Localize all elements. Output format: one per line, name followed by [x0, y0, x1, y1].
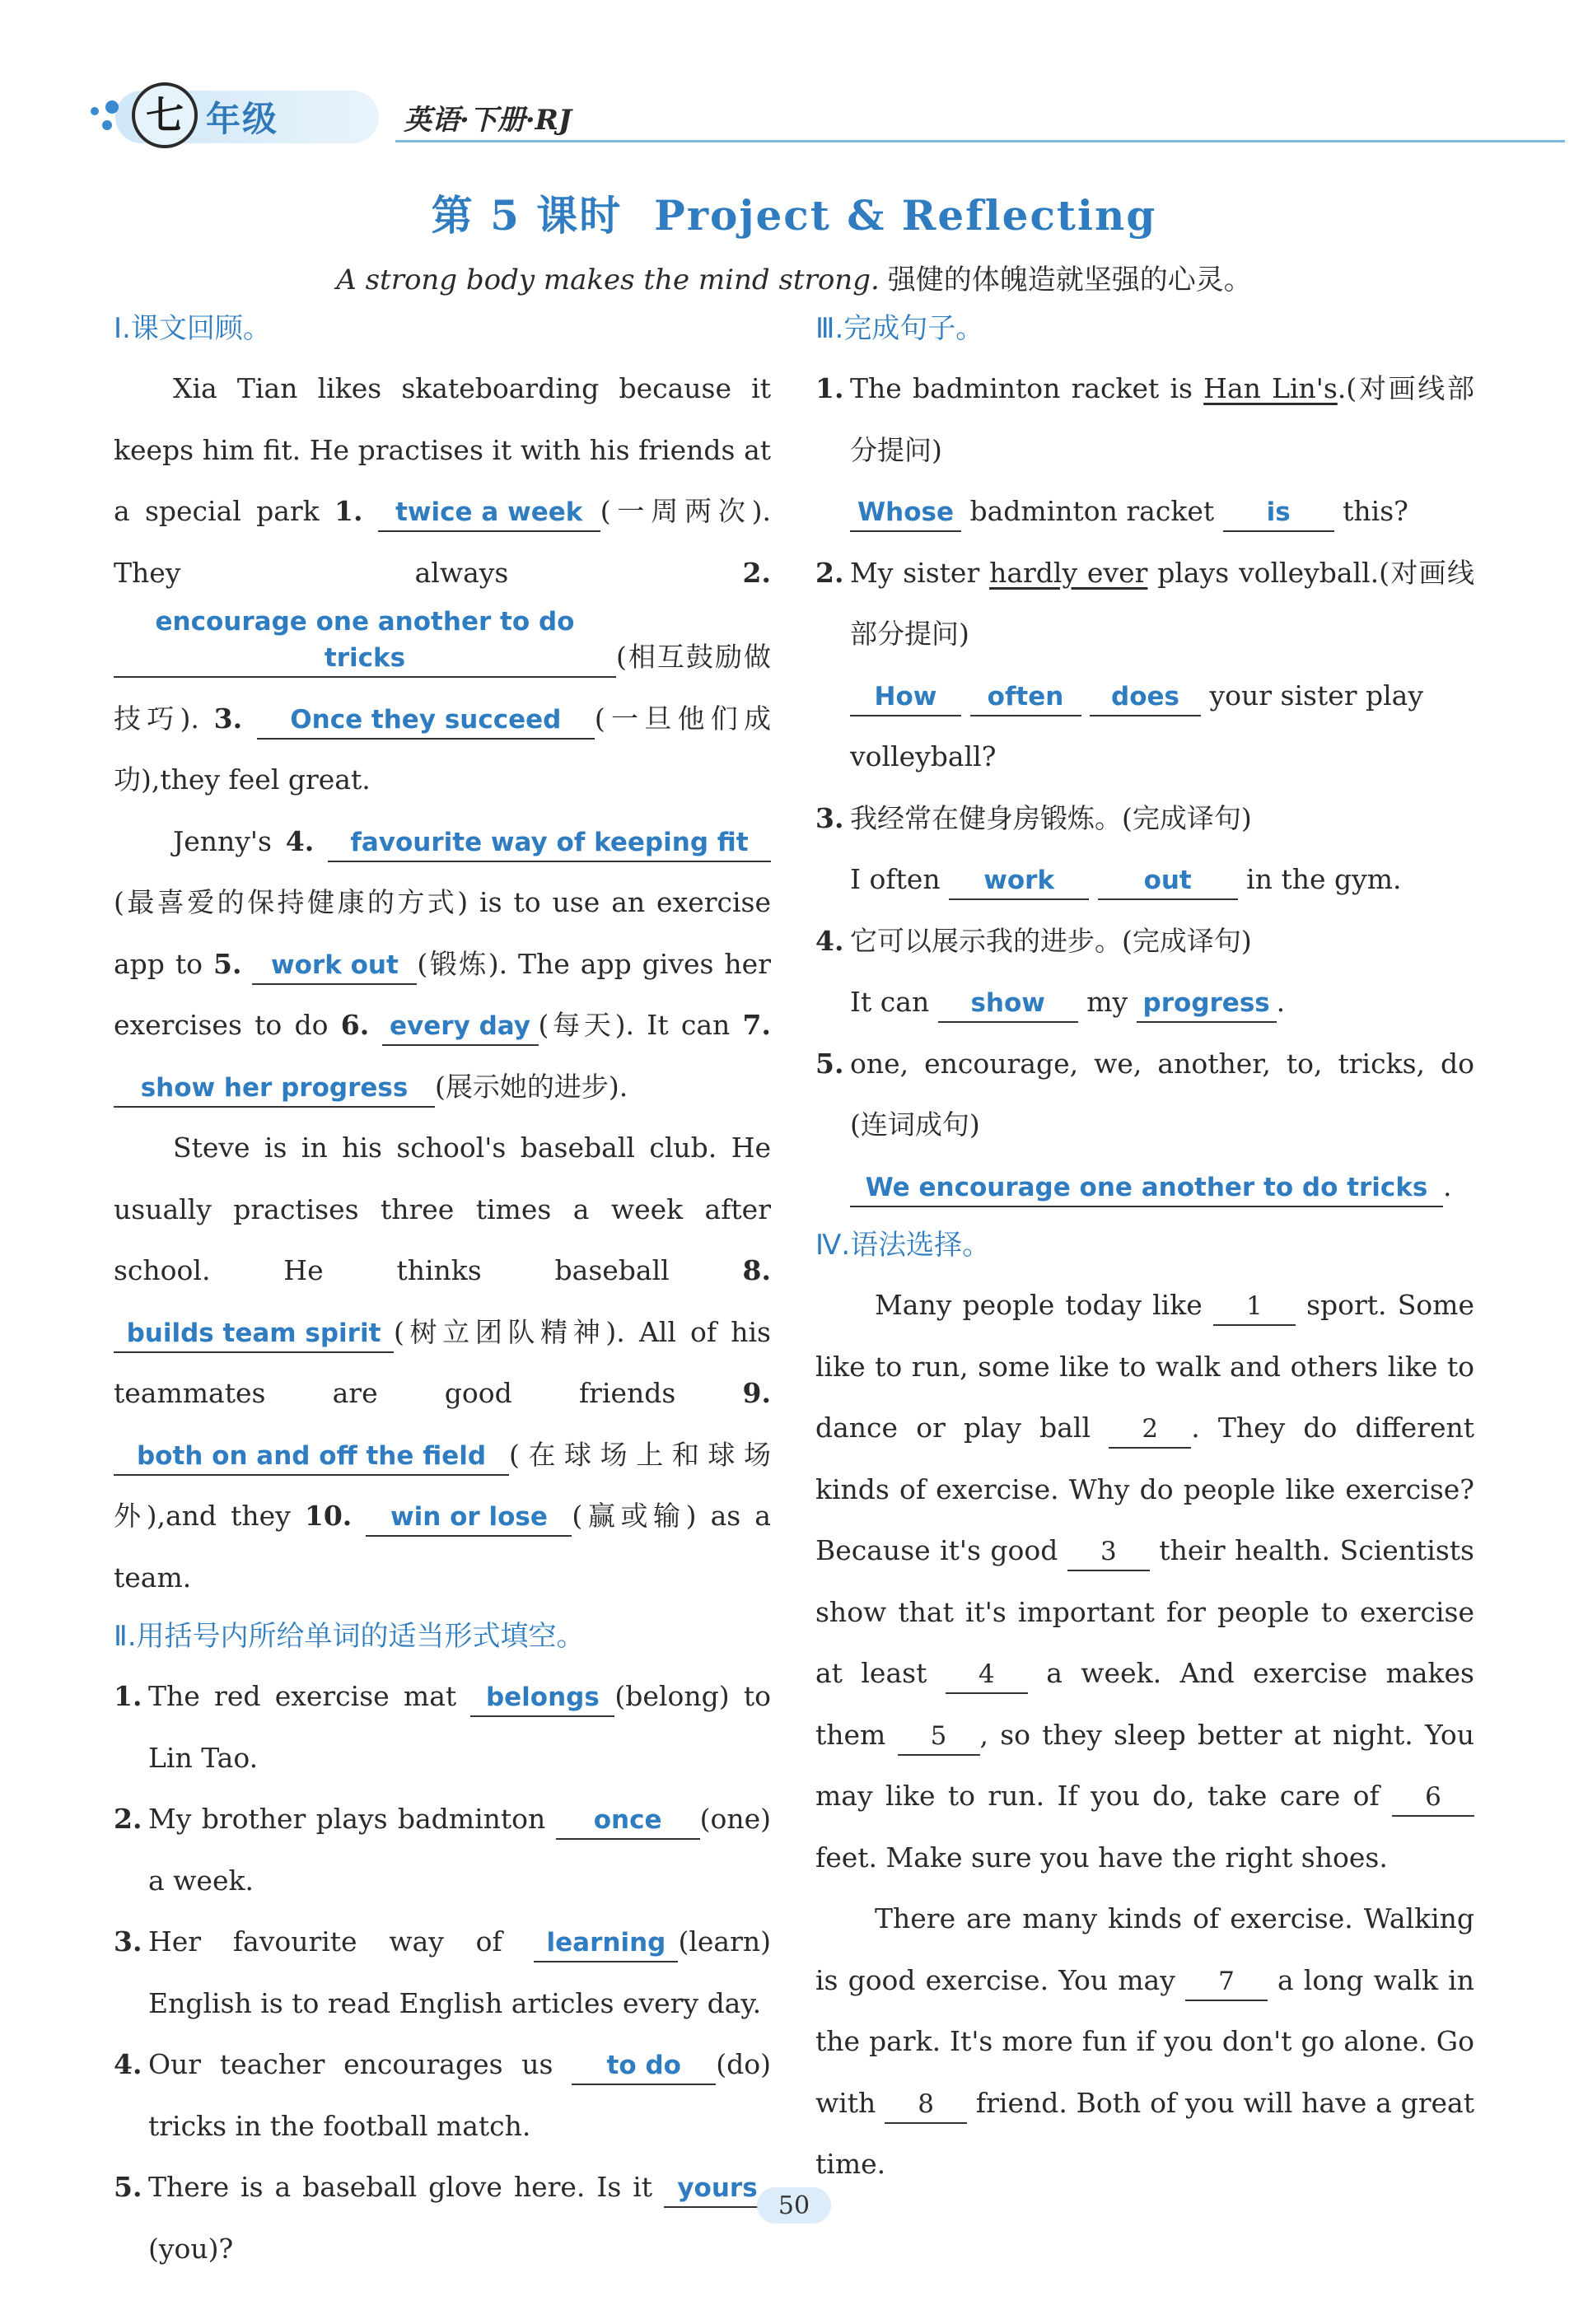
text: .(对画线部分提问): [850, 372, 1474, 466]
text: 我经常在健身房锻炼。(完成译句): [850, 801, 1252, 834]
answer-blank[interactable]: show her progress: [114, 1070, 435, 1108]
blank-number: 6.: [340, 1009, 370, 1041]
answer-blank[interactable]: Once they succeed: [257, 702, 595, 740]
right-column: [815, 301, 1474, 2196]
cloze-blank[interactable]: 8: [885, 2086, 967, 2124]
page-number: [745, 2186, 843, 2227]
cloze-paragraph-1: [815, 1275, 1474, 1888]
answer-blank[interactable]: once: [556, 1802, 700, 1840]
text: Xia Tian likes skateboarding because it keeps him fit. He practises it with his friends at a special park: [114, 372, 771, 527]
item-number: 2.: [815, 556, 844, 589]
section-heading: Ⅲ.完成句子。: [815, 312, 984, 345]
text: plays volleyball.(对画线部分提问): [850, 556, 1474, 650]
text: There is a baseball glove here. Is it: [148, 2171, 664, 2203]
blank-number: 3.: [213, 702, 243, 735]
item-number: 1.: [815, 372, 844, 404]
lesson-number: 第 5 课时: [431, 191, 623, 240]
text: (展示她的进步).: [435, 1070, 628, 1103]
page-header: [91, 82, 1474, 156]
text: (最喜爱的保持健康的方式) is to use an exercise app to: [114, 886, 771, 980]
cloze-blank[interactable]: 4: [946, 1656, 1028, 1694]
lesson-name: Project & Reflecting: [654, 191, 1157, 240]
blank-number: 1.: [334, 495, 363, 527]
item-number: 3.: [114, 1925, 142, 1958]
text: this?: [1343, 495, 1408, 527]
answer-blank[interactable]: work: [949, 862, 1089, 900]
sentence-item: [815, 543, 1474, 665]
underlined-text: Han Lin's: [1203, 372, 1338, 404]
item-number: 2.: [114, 1803, 142, 1835]
dot-icon: [102, 120, 112, 130]
text: in the gym.: [1246, 863, 1402, 895]
blank-number: 4.: [285, 824, 315, 857]
item-number: 1.: [114, 1680, 142, 1712]
text: (相互鼓励做技巧).: [114, 641, 771, 735]
motto-en: A strong body makes the mind strong.: [336, 264, 880, 296]
answer-line: [815, 665, 1474, 788]
text: (一周两次). They always: [114, 495, 771, 589]
answer-blank[interactable]: is: [1223, 494, 1334, 532]
answer-line: [815, 972, 1474, 1034]
header-divider: [395, 140, 1565, 142]
answer-blank[interactable]: encourage one another to do tricks: [114, 604, 616, 678]
exercise-item: [114, 2157, 771, 2280]
sentence-item: [815, 788, 1474, 850]
text: friend. Both of you will have a great time.: [815, 2086, 1474, 2180]
left-column: [114, 301, 771, 2280]
item-number: 4.: [815, 924, 844, 957]
text: your sister play volleyball?: [850, 679, 1424, 772]
text: My brother plays badminton: [148, 1803, 556, 1835]
text: their health. Scientists show that it's important for people to exercise at least: [815, 1534, 1474, 1689]
cloze-paragraph-2: [815, 1888, 1474, 2196]
text: (one) a week.: [148, 1803, 771, 1897]
text: (belong) to Lin Tao.: [148, 1680, 771, 1774]
text: a long walk in the park. It's more fun if you don't go alone. Go with: [815, 1963, 1474, 2119]
cloze-blank[interactable]: 5: [898, 1718, 980, 1756]
sentence-item: [815, 1034, 1474, 1156]
text: , so they sleep better at night. You may like to run. If you do, take care of: [815, 1718, 1474, 1812]
text: Her favourite way of: [148, 1925, 535, 1958]
text: my: [1086, 986, 1128, 1018]
cloze-blank[interactable]: 2: [1109, 1411, 1191, 1449]
answer-blank[interactable]: yours: [664, 2170, 771, 2208]
answer-blank[interactable]: win or lose: [366, 1499, 572, 1537]
answer-line: [815, 481, 1474, 543]
exercise-item: [114, 1911, 771, 2034]
text: (树立团队精神). All of his teammates are good friends: [114, 1315, 771, 1409]
exercise-item: [114, 1789, 771, 1911]
text: (learn) English is to read English articles every day.: [148, 1925, 771, 2019]
exercise-item: [114, 2034, 771, 2157]
answer-blank[interactable]: learning: [534, 1925, 678, 1962]
answer-blank[interactable]: belongs: [470, 1679, 614, 1717]
answer-blank[interactable]: every day: [382, 1008, 539, 1046]
answer-blank[interactable]: favourite way of keeping fit: [328, 824, 771, 862]
item-number: 5.: [815, 1047, 844, 1080]
text: (do) tricks in the football match.: [148, 2048, 771, 2142]
answer-blank[interactable]: out: [1098, 862, 1238, 900]
underlined-text: hardly ever: [989, 556, 1148, 589]
cloze-blank[interactable]: 3: [1067, 1533, 1150, 1571]
text: The badminton racket is: [850, 372, 1204, 404]
answer-blank[interactable]: does: [1090, 679, 1201, 716]
text: (一旦他们成功),they feel great.: [114, 702, 771, 796]
sentence-item: [815, 358, 1474, 481]
review-paragraph-1: [114, 358, 771, 811]
text: sport. Some like to run, some like to walk and others like to dance or play ball: [815, 1289, 1474, 1444]
answer-line: [815, 1156, 1474, 1218]
text: .: [1276, 986, 1286, 1018]
text: (you)?: [148, 2232, 234, 2265]
text: It can: [850, 986, 930, 1018]
dot-icon: [105, 100, 119, 114]
answer-blank[interactable]: work out: [252, 947, 417, 985]
cloze-blank[interactable]: 7: [1185, 1963, 1268, 2001]
grade-char: 七: [132, 82, 198, 148]
motto: [0, 257, 1588, 297]
text: . They do different kinds of exercise. Why do people like exercise? Because it's good: [815, 1412, 1475, 1566]
answer-blank[interactable]: How: [850, 679, 961, 716]
text: Jenny's: [173, 824, 286, 857]
text: feet. Make sure you have the right shoes.: [815, 1841, 1388, 1874]
answer-blank[interactable]: progress: [1137, 985, 1277, 1023]
answer-blank[interactable]: often: [970, 679, 1081, 716]
text: There are many kinds of exercise. Walking is good exercise. You may: [815, 1902, 1474, 1996]
blank-number: 10.: [304, 1500, 353, 1532]
item-number: 4.: [114, 2048, 142, 2080]
text: a week. And exercise makes them: [815, 1657, 1474, 1751]
exercise-item: [114, 1666, 771, 1789]
blank-number: 7.: [742, 1009, 771, 1041]
answer-blank[interactable]: show: [938, 985, 1078, 1023]
text: The red exercise mat: [148, 1680, 471, 1712]
answer-blank[interactable]: builds team spirit: [114, 1315, 394, 1353]
dot-icon: [91, 107, 99, 115]
answer-line: [815, 849, 1474, 911]
answer-blank[interactable]: both on and off the field: [114, 1438, 509, 1476]
text: Our teacher encourages us: [148, 2048, 572, 2080]
answer-blank[interactable]: Whose: [850, 494, 961, 532]
section-heading: Ⅱ.用括号内所给单词的适当形式填空。: [114, 1620, 585, 1653]
answer-blank[interactable]: to do: [572, 2047, 716, 2085]
section-heading: Ⅳ.语法选择。: [815, 1229, 991, 1262]
text: My sister: [850, 556, 990, 589]
item-number: 5.: [114, 2171, 142, 2203]
page-number-text: 50: [778, 2191, 810, 2220]
text: one, encourage, we, another, to, tricks, do (连词成句): [850, 1047, 1474, 1141]
review-paragraph-3: [114, 1118, 771, 1608]
lesson-title: [0, 183, 1588, 242]
blank-number: 8.: [742, 1254, 771, 1286]
text: Steve is in his school's baseball club. He usually practises three times a week after school. He thinks baseball: [114, 1132, 771, 1286]
answer-blank[interactable]: twice a week: [378, 494, 600, 532]
text: (在球场上和球场外),and they: [114, 1438, 771, 1532]
text: badminton racket: [969, 495, 1215, 527]
cloze-blank[interactable]: 1: [1213, 1288, 1296, 1326]
text: Many people today like: [875, 1289, 1213, 1321]
item-number: 3.: [815, 801, 844, 834]
answer-blank[interactable]: We encourage one another to do tricks: [850, 1169, 1443, 1207]
text: 它可以展示我的进步。(完成译句): [850, 924, 1252, 957]
blank-number: 2.: [742, 556, 771, 589]
text: I often: [850, 863, 941, 895]
text: .: [1443, 1169, 1452, 1202]
text: (锻炼). The app gives her exercises to do: [114, 947, 771, 1041]
sentence-item: [815, 911, 1474, 973]
motto-zh: 强健的体魄造就坚强的心灵。: [887, 264, 1252, 296]
grade-word: 年级: [206, 99, 279, 139]
book-label: 英语·下册·RJ: [404, 104, 572, 137]
section-heading: Ⅰ.课文回顾。: [114, 312, 271, 345]
text: (每天). It can: [538, 1009, 743, 1041]
blank-number: 5.: [213, 947, 242, 980]
cloze-blank[interactable]: 6: [1392, 1779, 1474, 1817]
blank-number: 9.: [742, 1377, 771, 1409]
review-paragraph-2: [114, 811, 771, 1118]
text: (赢或输) as a team.: [114, 1500, 771, 1594]
